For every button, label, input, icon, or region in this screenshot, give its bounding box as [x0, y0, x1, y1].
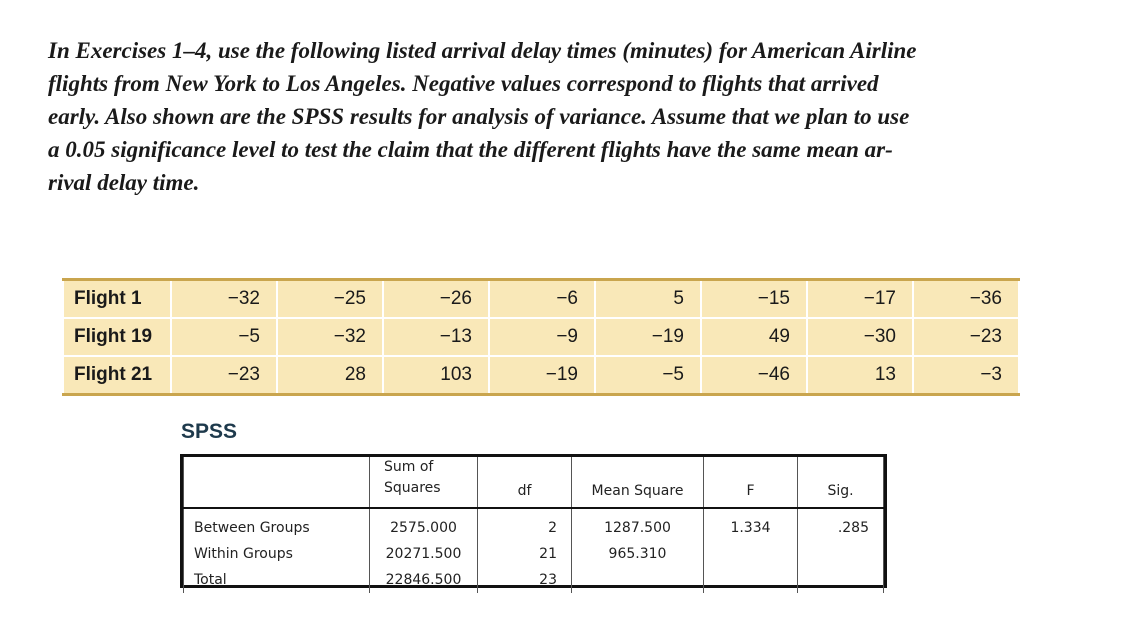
flight-delay-table [62, 278, 1020, 396]
table-cell: −26 [383, 280, 489, 319]
table-row [184, 508, 884, 541]
header-sum-line1: Sum of [384, 459, 434, 475]
sig-cell: .285 [798, 508, 884, 541]
header-sig: Sig. [798, 457, 884, 508]
table-cell: 103 [383, 356, 489, 395]
sig-cell [798, 567, 884, 593]
header-row [184, 457, 884, 508]
row-label: Total [184, 567, 370, 593]
table-cell: −19 [595, 318, 701, 356]
table-cell: −13 [383, 318, 489, 356]
df-cell: 23 [478, 567, 572, 593]
spss-heading: SPSS [181, 420, 238, 443]
sum-cell: 20271.500 [370, 541, 478, 567]
table-cell: −25 [277, 280, 383, 319]
anova-output-box [180, 454, 887, 588]
table-cell: 5 [595, 280, 701, 319]
table-cell: −5 [595, 356, 701, 395]
table-cell: −32 [171, 280, 277, 319]
header-mean-square: Mean Square [572, 457, 704, 508]
row-label: Between Groups [184, 508, 370, 541]
table-cell: −46 [701, 356, 807, 395]
table-cell: −36 [913, 280, 1019, 319]
table-cell: −5 [171, 318, 277, 356]
row-label: Flight 19 [63, 318, 171, 356]
df-cell: 21 [478, 541, 572, 567]
f-cell [704, 567, 798, 593]
table-cell: −15 [701, 280, 807, 319]
paragraph-line: In Exercises 1–4, use the following listed arrival delay times (minutes) for American Airline [48, 38, 917, 63]
sum-cell: 2575.000 [370, 508, 478, 541]
paragraph-line: a 0.05 significance level to test the claim that the different flights have the same mean ar- [48, 137, 893, 162]
header-blank [184, 457, 370, 508]
row-label: Within Groups [184, 541, 370, 567]
df-cell: 2 [478, 508, 572, 541]
table-row [63, 280, 1019, 319]
paragraph-line: rival delay time. [48, 170, 200, 195]
table-cell: −23 [171, 356, 277, 395]
table-cell: −30 [807, 318, 913, 356]
table-row [184, 567, 884, 593]
header-df: df [478, 457, 572, 508]
f-cell: 1.334 [704, 508, 798, 541]
sig-cell [798, 541, 884, 567]
table-cell: −23 [913, 318, 1019, 356]
table-cell: −3 [913, 356, 1019, 395]
table-cell: 13 [807, 356, 913, 395]
ms-cell: 1287.500 [572, 508, 704, 541]
table-row [63, 318, 1019, 356]
table-cell: −17 [807, 280, 913, 319]
ms-cell: 965.310 [572, 541, 704, 567]
exercise-paragraph [48, 34, 1038, 199]
paragraph-line: early. Also shown are the SPSS results for analysis of variance. Assume that we plan to use [48, 104, 910, 129]
table-cell: 28 [277, 356, 383, 395]
header-sum-of-squares [370, 457, 478, 508]
anova-table [183, 457, 884, 593]
table-cell: −32 [277, 318, 383, 356]
table-cell: −19 [489, 356, 595, 395]
row-label: Flight 21 [63, 356, 171, 395]
sum-cell: 22846.500 [370, 567, 478, 593]
f-cell [704, 541, 798, 567]
table-row [184, 541, 884, 567]
row-label: Flight 1 [63, 280, 171, 319]
ms-cell [572, 567, 704, 593]
table-cell: −6 [489, 280, 595, 319]
header-f: F [704, 457, 798, 508]
table-row [63, 356, 1019, 395]
table-cell: 49 [701, 318, 807, 356]
header-sum-line2: Squares [384, 480, 441, 496]
table-cell: −9 [489, 318, 595, 356]
paragraph-line: flights from New York to Los Angeles. Negative values correspond to flights that arrived [48, 71, 879, 96]
